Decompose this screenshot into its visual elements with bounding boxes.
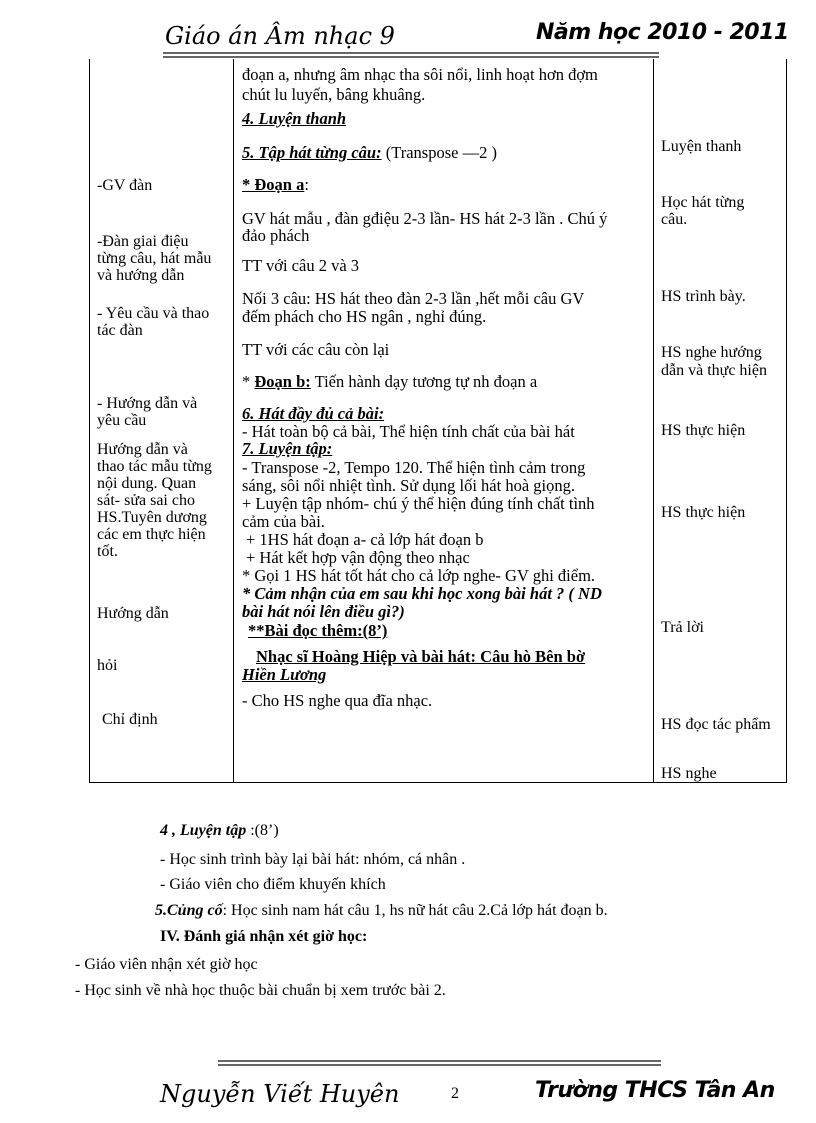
table-divider-2 — [653, 59, 654, 783]
intro-line: chút lu luyến, bâng khuâng. — [242, 85, 426, 104]
left-line: Hướng dẫn và — [97, 441, 188, 458]
left-line: sát- sửa sai cho — [97, 492, 195, 509]
consolidation-line: 5.Củng cố: Học sinh nam hát câu 1, hs nữ hát câu 2.Cả lớp hát đoạn b. — [155, 902, 608, 919]
part-b-line: * Đoạn b: Tiến hành dạy tương tự nh đoạn a — [242, 372, 538, 391]
right-line: Học hát từng — [661, 194, 745, 211]
section-4-heading: 4. Luyện thanh — [242, 109, 347, 128]
practice-line: - Học sinh trình bày lại bài hát: nhóm, cá nhân . — [160, 851, 466, 868]
left-line: thao tác mẫu từng — [97, 458, 212, 475]
part-b-label: Đoạn b: — [254, 372, 311, 391]
footer-rule — [218, 1060, 661, 1066]
left-line: hỏi — [97, 657, 118, 674]
left-line: Hướng dẫn — [97, 605, 169, 622]
left-line: - Yêu cầu và thao — [97, 305, 210, 322]
right-line: HS thực hiện — [661, 504, 746, 521]
header-title: Giáo án Âm nhạc 9 — [165, 22, 395, 50]
right-line: HS trình bày. — [661, 288, 746, 305]
table-border-left — [89, 59, 90, 783]
school-name: Trường THCS Tân An — [535, 1078, 775, 1103]
paragraph-line: Nối 3 câu: HS hát theo đàn 2-3 lần ,hết mỗi câu GV — [242, 289, 585, 308]
left-line: và hướng dẫn — [97, 267, 185, 284]
paragraph-line: + Hát kết hợp vận động theo nhạc — [246, 548, 470, 567]
left-line: yêu cầu — [97, 412, 147, 429]
song-title: Hiền Lương — [242, 665, 327, 684]
left-line: các em thực hiện — [97, 526, 206, 543]
right-line: dẫn và thực hiện — [661, 362, 767, 379]
extra-reading-heading: **Bài đọc thêm:(8’) — [248, 621, 388, 640]
right-line: HS nghe hướng — [661, 344, 762, 361]
practice-line: - Giáo viên cho điểm khuyến khích — [160, 876, 386, 893]
section-7-heading: 7. Luyện tập: — [242, 439, 333, 458]
part-a-label: * Đoạn a — [242, 175, 305, 194]
left-line: tác đàn — [97, 322, 143, 339]
section-5-note: (Transpose —2 ) — [385, 143, 497, 162]
right-line: HS nghe — [661, 765, 717, 782]
left-line: -Đàn giai điệu — [97, 233, 189, 250]
page-number: 2 — [451, 1085, 459, 1102]
left-line: - Hướng dẫn và — [97, 395, 198, 412]
paragraph-line: đảo phách — [242, 226, 310, 245]
question-line: bài hát nói lên điều gì?) — [242, 602, 405, 621]
header-rule — [163, 52, 659, 58]
table-border-bottom — [89, 782, 787, 783]
paragraph-line: - Transpose -2, Tempo 120. Thể hiện tình cảm trong — [242, 458, 586, 477]
left-line: HS.Tuyên dương — [97, 509, 207, 526]
table-divider-1 — [233, 59, 234, 783]
left-line: từng câu, hát mẫu — [97, 250, 212, 267]
paragraph-line: sáng, sôi nổi nhiệt tình. Sử dụng lối hát hoà giọng. — [242, 476, 575, 495]
paragraph-line: - Cho HS nghe qua đĩa nhạc. — [242, 691, 433, 710]
left-line: nội dung. Quan — [97, 475, 197, 492]
intro-line: đoạn a, nhưng âm nhạc tha sôi nổi, linh hoạt hơn đợm — [242, 65, 598, 84]
paragraph-line: đếm phách cho HS ngân , nghỉ đúng. — [242, 307, 487, 326]
left-line: Chỉ định — [102, 711, 158, 728]
right-line: HS đọc tác phẩm — [661, 716, 771, 733]
musician-heading: Nhạc sĩ Hoàng Hiệp và bài hát: Câu hò Bên bờ — [256, 647, 586, 666]
paragraph-line: + Luyện tập nhóm- chú ý thể hiện đúng tính chất tình — [242, 494, 595, 513]
evaluation-line: - Học sinh về nhà học thuộc bài chuẩn bị xem trước bài 2. — [75, 982, 446, 999]
section-5-heading — [242, 144, 497, 161]
part-a-heading: * Đoạn a: — [242, 175, 309, 194]
question-line: * Cảm nhận của em sau khi học xong bài hát ? ( ND — [242, 584, 602, 603]
right-line: Trả lời — [661, 619, 704, 636]
evaluation-heading: IV. Đánh giá nhận xét giờ học: — [160, 928, 368, 945]
paragraph-line: TT với các câu còn lại — [242, 340, 390, 359]
right-line: HS thực hiện — [661, 422, 746, 439]
left-line: tốt. — [97, 543, 118, 560]
section-5-title: 5. Tập hát từng câu: — [242, 143, 382, 162]
evaluation-line: - Giáo viên nhận xét giờ học — [75, 956, 258, 973]
paragraph-line: TT với câu 2 và 3 — [242, 256, 360, 275]
consolidation-label: 5.Củng cố — [155, 902, 223, 919]
right-line: Luyện thanh — [661, 138, 742, 155]
left-line: -GV đàn — [97, 177, 153, 194]
practice-heading: 4 , Luyện tập :(8’) — [160, 822, 279, 839]
section-6-heading: 6. Hát đầy đủ cả bài: — [242, 404, 385, 423]
header-year: Năm học 2010 - 2011 — [536, 20, 789, 45]
paragraph-line: * Gọi 1 HS hát tốt hát cho cả lớp nghe- GV ghi điểm. — [242, 566, 596, 585]
paragraph-line: GV hát mẫu , đàn gđiệu 2-3 lần- HS hát 2-3 lần . Chú ý — [242, 209, 608, 228]
right-line: câu. — [661, 211, 688, 228]
table-border-right — [786, 59, 787, 783]
paragraph-line: + 1HS hát đoạn a- cả lớp hát đoạn b — [246, 530, 484, 549]
paragraph-line: - Hát toàn bộ cả bài, Thể hiện tính chất của bài hát — [242, 422, 575, 441]
author-name: Nguyễn Viết Huyên — [160, 1080, 400, 1108]
paragraph-line: cảm của bài. — [242, 512, 325, 531]
